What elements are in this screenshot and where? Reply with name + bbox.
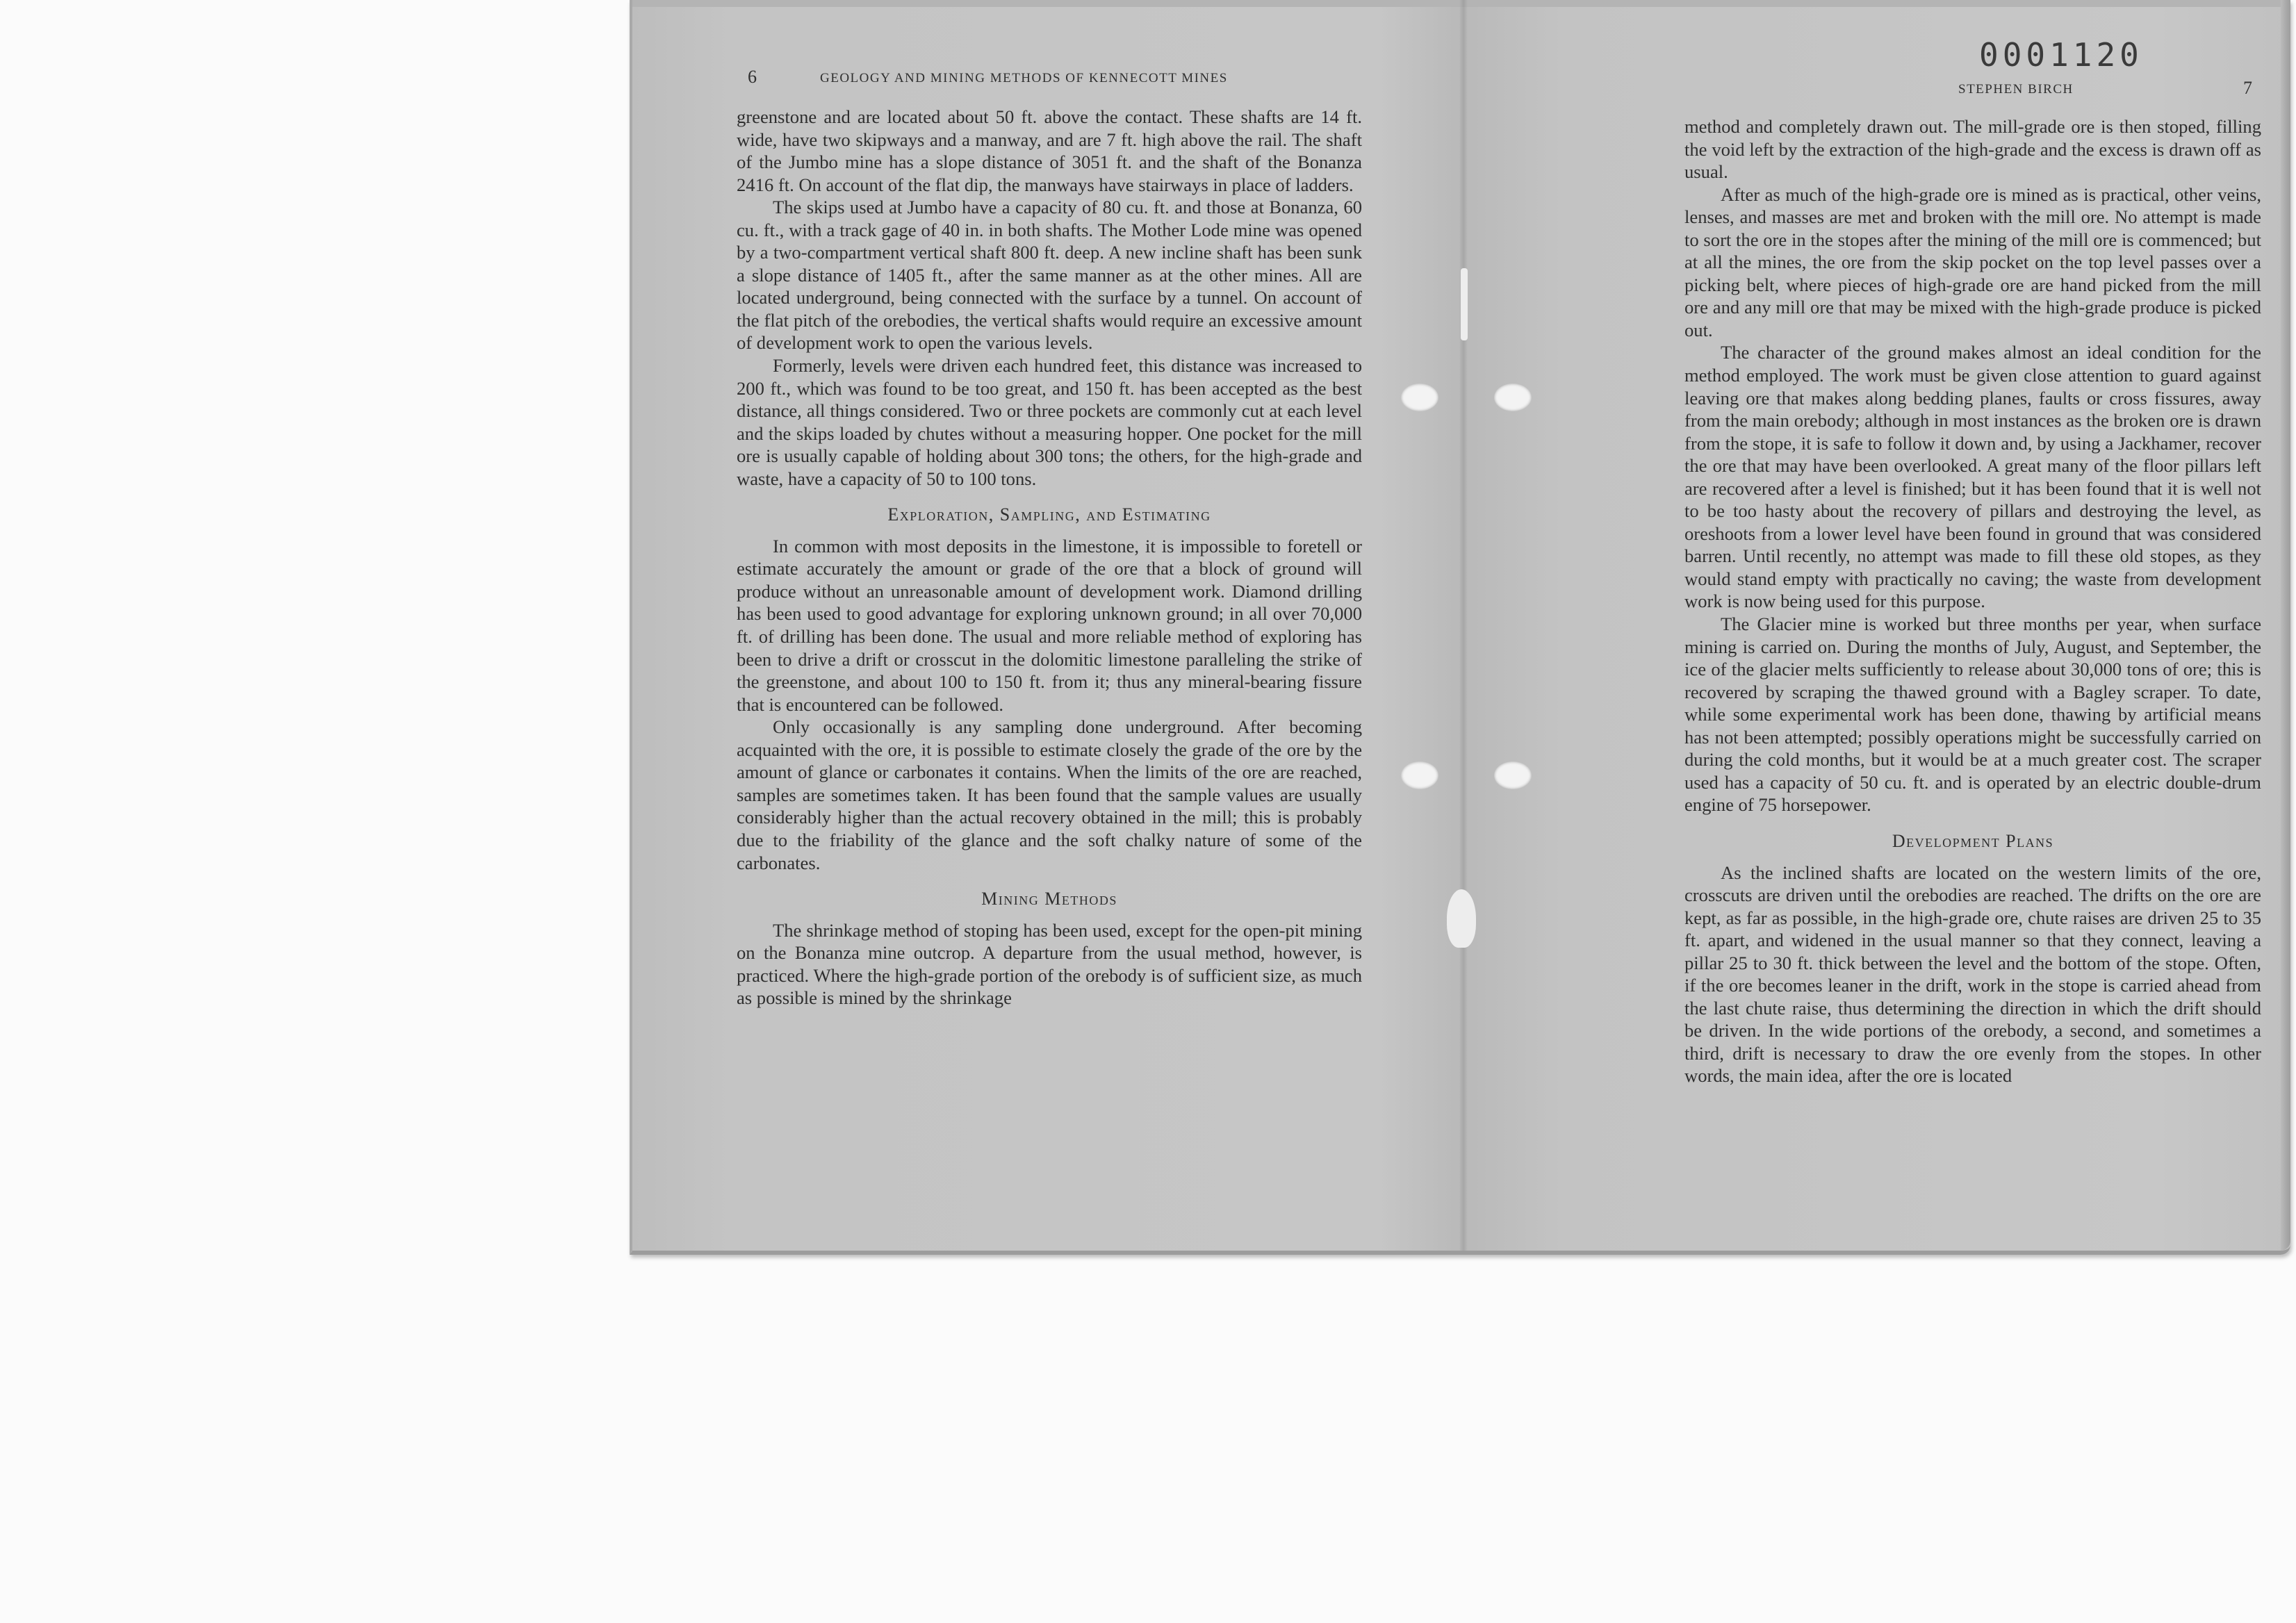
section-heading: Mining Methods	[981, 889, 1117, 909]
body-paragraph: The skips used at Jumbo have a capacity of 80 cu. ft. and those at Bonanza, 60 cu. ft., with a track gage of 40 in. in both shafts. The Mother Lode mine was opened by a two-compartment vertical shaft 800 ft. deep. A new incline shaft has been sunk a slope distance of 1405 ft., after the same manner as at the other mines. All are located underground, being connected with the surface by a tunnel. On account of the flat pitch of the orebodies, the vertical shafts would require an excessive amount of development work to open the various levels.	[737, 197, 1362, 354]
book-gutter	[1459, 0, 1468, 1251]
body-paragraph: The shrinkage method of stoping has been used, except for the open-pit mining on the Bonanza mine outcrop. A departure from the usual method, however, is practiced. Where the high-grade portion of the orebody is of sufficient size, as much as possible is mined by the shrinkage	[737, 919, 1362, 1009]
body-paragraph: After as much of the high-grade ore is mined as is practical, other veins, lenses, and masses are met and broken with the mill ore. No attempt is made to sort the ore in the stopes after the mining of the mill ore is commenced; but at all the mines, the ore from the skip pocket on the top level passes over a picking belt, where pieces of high-grade ore are hand picked from the mill ore and any mill ore that may be mixed with the high-grade produce is picked out.	[1684, 183, 2261, 340]
body-paragraph: Only occasionally is any sampling done underground. After becoming acquainted with the ore, it is possible to estimate closely the grade of the ore by the amount of glance or carbonates it contains. When the limits of the ore are reached, samples are sometimes taken. It has been found that the sample values are usually considerably higher than the actual recovery obtained in the mill; this is probably due to the friability of the glance and the soft chalky nature of some of the carbonates.	[737, 716, 1362, 873]
left-page-number: 6	[748, 67, 757, 87]
body-paragraph: Formerly, levels were driven each hundred feet, this distance was increased to 200 ft., which was found to be too great, and 150 ft. has been accepted as the best distance, all things considered. Two or three pockets are commonly cut at each level and the skips loaded by chutes without a measuring hopper. One pocket for the mill ore is usually capable of holding about 300 tons; the others, for the high-grade and waste, have a capacity of 50 to 100 tons.	[737, 355, 1362, 489]
left-running-head: GEOLOGY AND MINING METHODS OF KENNECOTT MINES	[820, 71, 1228, 85]
body-paragraph: In common with most deposits in the limestone, it is impossible to foretell or estimate accurately the amount or grade of the ore that a block of ground will produce without an unreasonable amount of development work. Diamond drilling has been used to good advantage for exploring unknown ground; in all over 70,000 ft. of drilling has been done. The usual and more reliable method of exploring has been to drive a drift or crosscut in the dolomitic limestone paralleling the strike of the greenstone, and about 100 to 150 ft. from it; thus any mineral-bearing fissure that is encountered can be followed.	[737, 535, 1362, 715]
document-stamp-number: 0001120	[1979, 36, 2143, 74]
left-text-column	[737, 106, 1362, 1010]
body-paragraph: The Glacier mine is worked but three months per year, when surface mining is carried on. During the months of July, August, and September, the ice of the glacier melts sufficiently to release about 30,000 tons of ore; this is recovered by scraping the thawed ground with a Bagley scraper. To date, while some experimental work has been done, thawing by artificial means has not been attempted; possibly operations might be successfully carried on during the cold months, but it would be at a much greater cost. The scraper used has a capacity of 50 cu. ft. and is operated by an electric double-drum engine of 75 horsepower.	[1684, 613, 2261, 816]
body-paragraph: method and completely drawn out. The mill-grade ore is then stoped, filling the void left by the extraction of the high-grade and the excess is drawn off as usual.	[1684, 116, 2261, 183]
staple-mark	[1461, 268, 1468, 340]
left-page	[632, 0, 1459, 1251]
right-page	[1468, 0, 2290, 1251]
right-text-column	[1684, 115, 2261, 1087]
right-running-head: STEPHEN BIRCH	[1958, 82, 2074, 97]
section-heading: Exploration, Sampling, and Estimating	[887, 504, 1211, 525]
section-heading: Development Plans	[1892, 830, 2054, 851]
body-paragraph: The character of the ground makes almost an ideal condition for the method employed. The work must be given close attention to guard against leaving ore that makes along bedding planes, faults or cross fissures, away from the main orebody; although in most instances as the broken ore is drawn from the stope, it is safe to follow it down and, by using a Jackhamer, recover the ore that may have been overlooked. A great many of the floor pillars left are recovered after a level is finished; but it has been found that it is well not to be too hasty about the recovery of pillars and destroying the level, as oreshoots from a lower level have been found in ground that was considered barren. Until recently, no attempt was made to fill these old stopes, as they would stand empty with practically no caving; the waste from development work is now being used for this purpose.	[1684, 342, 2261, 612]
body-paragraph: As the inclined shafts are located on the western limits of the ore, crosscuts are driven until the orebodies are reached. The drifts on the ore are kept, as far as possible, in the high-grade ore, chute raises are driven 25 to 35 ft. apart, and widened in the usual manner so that they connect, leaving a pillar 25 to 30 ft. thick between the level and the bottom of the stope. Often, if the ore becomes leaner in the drift, work in the stope is carried ahead from the last chute raise, thus determining the direction in which the drift should be driven. In the wide portions of the orebody, a second, and sometimes a third, drift is necessary to draw the ore evenly from the stopes. In other words, the main idea, after the ore is located	[1684, 862, 2261, 1087]
book-spread	[630, 0, 2290, 1255]
right-page-number: 7	[2243, 78, 2252, 98]
body-paragraph: greenstone and are located about 50 ft. above the contact. These shafts are 14 ft. wide, have two skipways and a manway, and are 7 ft. high above the rail. The shaft of the Jumbo mine has a slope distance of 3051 ft. and the shaft of the Bonanza 2416 ft. On account of the flat dip, the manways have stairways in place of ladders.	[737, 106, 1362, 195]
